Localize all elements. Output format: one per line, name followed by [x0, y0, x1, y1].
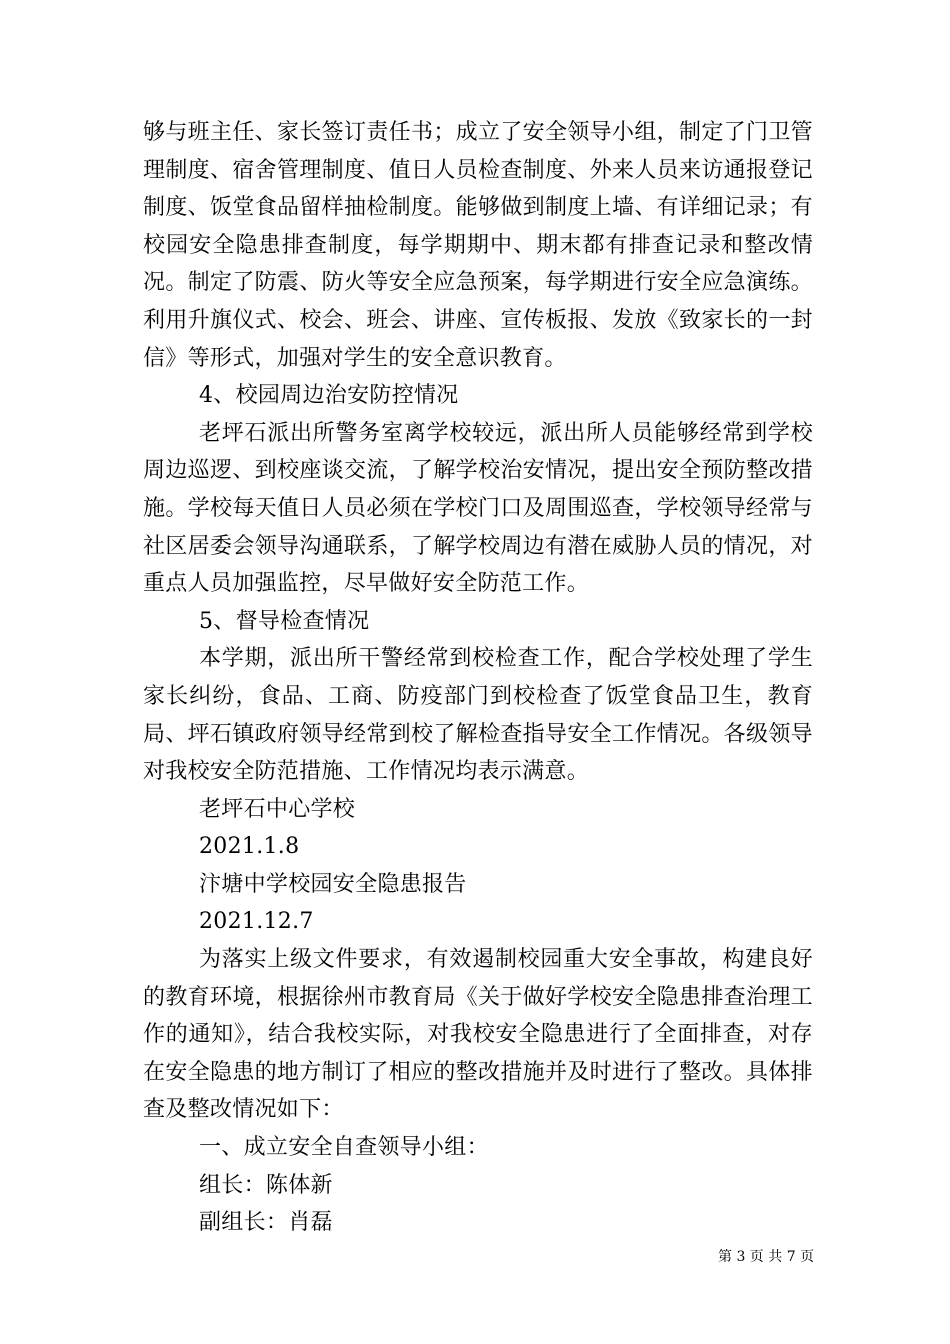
signature-date: 2021.1.8: [199, 834, 300, 860]
report-title: 汴塘中学校园安全隐患报告: [199, 871, 467, 897]
heading-leadership-group: 一、成立安全自查领导小组：: [199, 1135, 489, 1161]
paragraph-responsibility: 够与班主任、家长签订责任书；成立了安全领导小组，制定了门卫管理制度、宿舍管理制度、值日人员检查制度、外来人员来访通报登记制度、饭堂食品留样抽检制度。能够做到制度上墙、有详细记录；有校园安全隐患排查制度，每学期期中、期末都有排查记录和整改情况。制定了防震、防火等安全应急预案，每学期进行安全应急演练。利用升旗仪式、校会、班会、讲座、宣传板报、发放《致家长的一封信》等形式，加强对学生的安全意识教育。: [143, 120, 813, 371]
group-leader: 组长：陈体新: [199, 1172, 333, 1198]
document-body: [143, 114, 813, 1242]
heading-supervision: 5、督导检查情况: [199, 608, 370, 634]
paragraph-campus-security: 老坪石派出所警务室离学校较远，派出所人员能够经常到学校周边巡逻、到校座谈交流，了解学校治安情况，提出安全预防整改措施。学校每天值日人员必须在学校门口及周围巡查，学校领导经常与社区居委会领导沟通联系，了解学校周边有潜在威胁人员的情况，对重点人员加强监控，尽早做好安全防范工作。: [143, 420, 813, 597]
deputy-group-leader: 副组长：肖磊: [199, 1210, 333, 1236]
paragraph-report-intro: 为落实上级文件要求，有效遏制校园重大安全事故，构建良好的教育环境，根据徐州市教育局《关于做好学校安全隐患排查治理工作的通知》，结合我校实际，对我校安全隐患进行了全面排查，对存在安全隐患的地方制订了相应的整改措施并及时进行了整改。具体排查及整改情况如下：: [143, 947, 813, 1123]
heading-campus-security: 4、校园周边治安防控情况: [199, 383, 459, 409]
signature-school: 老坪石中心学校: [199, 796, 356, 822]
page-number-footer: 第 3 页 共 7 页: [718, 1249, 815, 1265]
report-date: 2021.12.7: [199, 909, 314, 935]
paragraph-supervision: 本学期，派出所干警经常到校检查工作，配合学校处理了学生家长纠纷，食品、工商、防疫部门到校检查了饭堂食品卫生，教育局、坪石镇政府领导经常到校了解检查指导安全工作情况。各级领导对我校安全防范措施、工作情况均表示满意。: [143, 646, 813, 785]
